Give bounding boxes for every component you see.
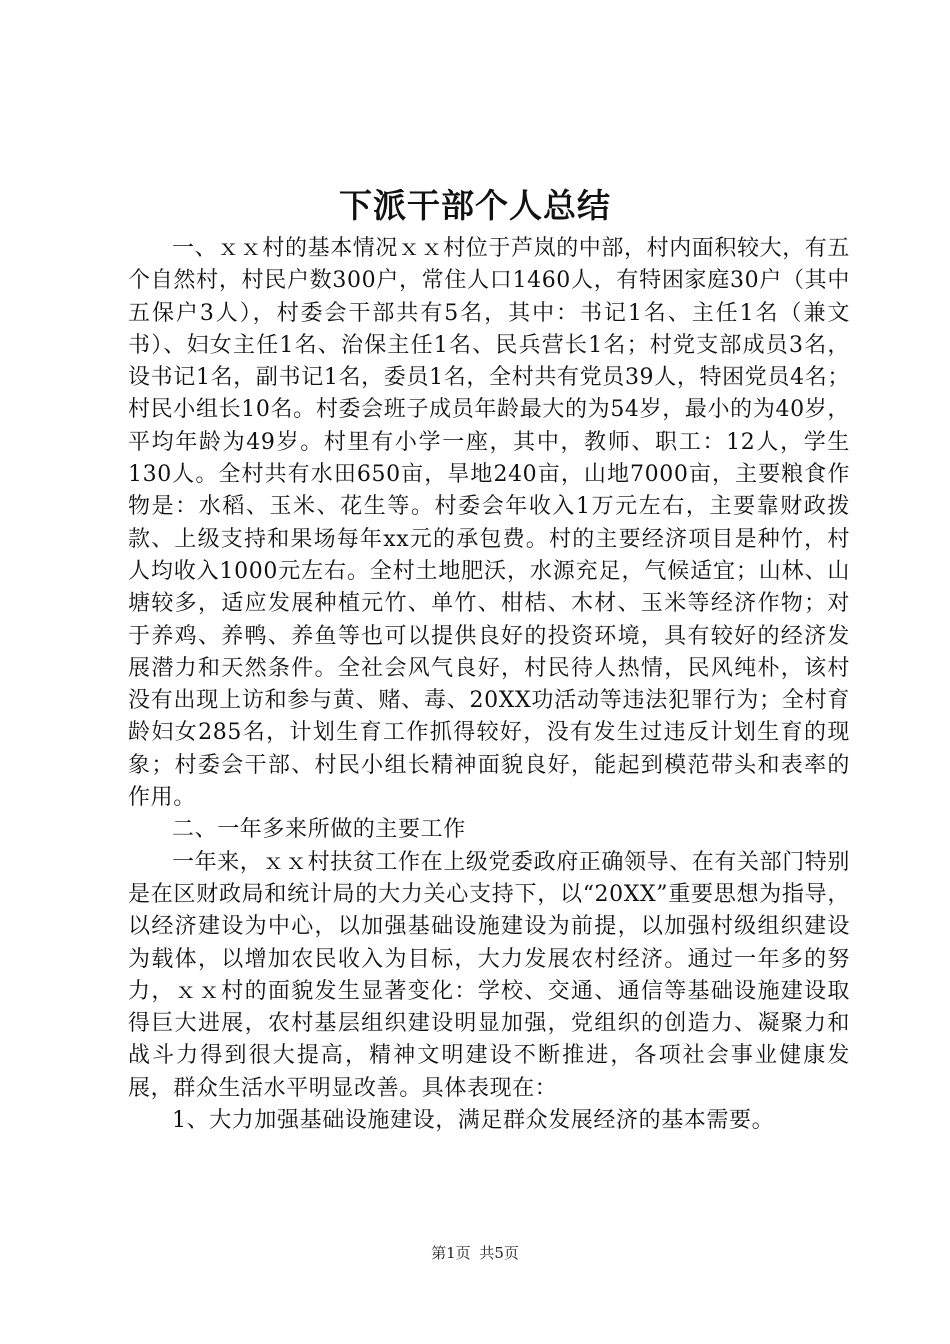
page-total: 共5页	[479, 1244, 519, 1262]
paragraph-main-work: 一年来，ｘｘ村扶贫工作在上级党委政府正确领导、在有关部门特别是在区财政局和统计局的大力关心支持下，以“20XX”重要思想为指导，以经济建设为中心，以加强基础设施建设为前提，以加强村级组织建设为载体，以增加农民收入为目标，大力发展农村经济。通过一年多的努力，ｘｘ村的面貌发生显著变化：学校、交通、通信等基础设施建设取得巨大进展，农村基层组织建设明显加强，党组织的创造力、凝聚力和战斗力得到很大提高，精神文明建设不断推进，各项社会事业健康发展，群众生活水平明显改善。具体表现在：	[128, 849, 851, 1101]
document-body	[128, 233, 850, 1137]
page-footer	[0, 1243, 950, 1263]
paragraph-basic-info: 一、ｘｘ村的基本情况ｘｘ村位于芦岚的中部，村内面积较大，有五个自然村，村民户数300户，常住人口1460人，有特困家庭30户（其中五保户3人），村委会干部共有5名，其中：书记1名、主任1名（兼文书）、妇女主任1名、治保主任1名、民兵营长1名；村党支部成员3名，设书记1名，副书记1名，委员1名，全村共有党员39人，特困党员4名；村民小组长10名。村委会班子成员年龄最大的为54岁，最小的为40岁，平均年龄为49岁。村里有小学一座，其中，教师、职工：12人，学生130人。全村共有水田650亩，旱地240亩，山地7000亩，主要粮食作物是：水稻、玉米、花生等。村委会年收入1万元左右，主要靠财政拨款、上级支持和果场每年xx元的承包费。村的主要经济项目是种竹，村人均收入1000元左右。全村土地肥沃，水源充足，气候适宜；山林、山塘较多，适应发展种植元竹、单竹、柑桔、木材、玉米等经济作物；对于养鸡、养鸭、养鱼等也可以提供良好的投资环境，具有较好的经济发展潜力和天然条件。全社会风气良好，村民待人热情，民风纯朴，该村没有出现上访和参与黄、赌、毒、20XX功活动等违法犯罪行为；全村育龄妇女285名，计划生育工作抓得较好，没有发生过违反计划生育的现象；村委会干部、村民小组长精神面貌良好，能起到模范带头和表率的作用。	[128, 236, 851, 811]
page-number: 第1页	[431, 1244, 471, 1262]
document-title: 下派干部个人总结	[339, 186, 611, 225]
paragraph-item-1: 1、大力加强基础设施建设，满足群众发展经济的基本需要。	[172, 1108, 775, 1134]
paragraph-section-heading: 二、一年多来所做的主要工作	[172, 817, 466, 843]
